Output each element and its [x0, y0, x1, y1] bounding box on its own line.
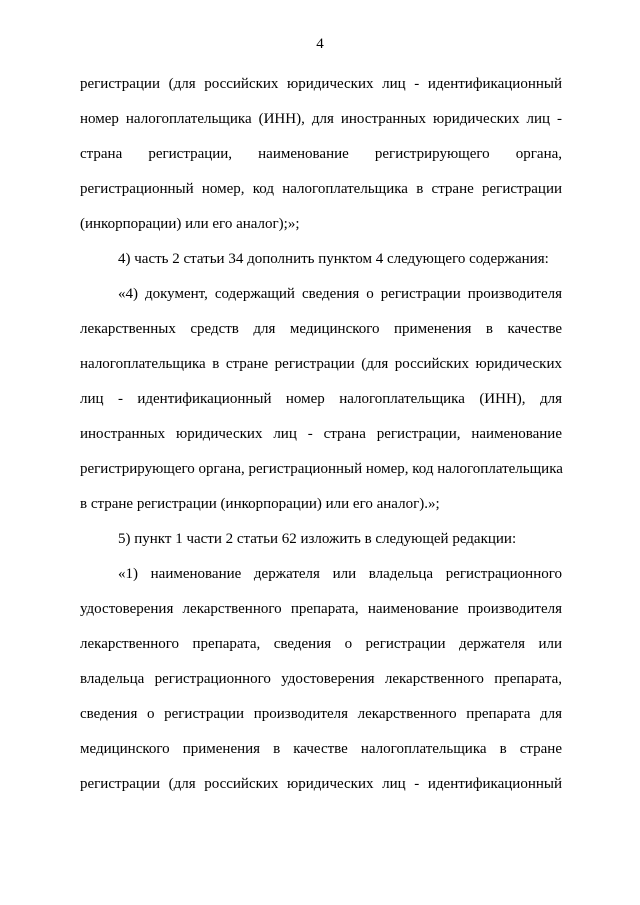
text-line: лекарственного препарата, сведения о регистрации держателя или [80, 636, 562, 652]
text-line: лекарственных средств для медицинского применения в качестве [80, 321, 562, 337]
text-line: медицинского применения в качестве налогоплательщика в стране [80, 741, 562, 757]
text-line: иностранных юридических лиц - страна регистрации, наименование [80, 426, 562, 442]
list-item-4-intro: 4) часть 2 статьи 34 дополнить пунктом 4 следующего содержания: [118, 251, 549, 267]
text-line: удостоверения лекарственного препарата, наименование производителя [80, 601, 562, 617]
text-line: сведения о регистрации производителя лекарственного препарата для [80, 706, 562, 722]
list-item-5-intro: 5) пункт 1 части 2 статьи 62 изложить в следующей редакции: [118, 531, 517, 547]
text-line: регистрационный номер, код налогоплательщика в стране регистрации [80, 181, 562, 197]
text-line: регистрации (для российских юридических лиц - идентификационный [80, 776, 562, 792]
text-line: «1) наименование держателя или владельца регистрационного [118, 566, 562, 582]
page-number: 4 [316, 36, 324, 52]
text-line: номер налогоплательщика (ИНН), для иностранных юридических лиц - [80, 111, 562, 127]
text-line: «4) документ, содержащий сведения о регистрации производителя [118, 286, 562, 302]
text-line: налогоплательщика в стране регистрации (для российских юридических [80, 356, 562, 372]
text-line: (инкорпорации) или его аналог);»; [80, 216, 300, 232]
text-line: владельца регистрационного удостоверения лекарственного препарата, [80, 671, 562, 687]
text-line: лиц - идентификационный номер налогоплательщика (ИНН), для [80, 391, 562, 407]
text-line: регистрирующего органа, регистрационный номер, код налогоплательщика [80, 461, 563, 477]
text-line: страна регистрации, наименование регистрирующего органа, [80, 146, 562, 162]
text-line: в стране регистрации (инкорпорации) или его аналог).»; [80, 496, 440, 512]
text-line: регистрации (для российских юридических лиц - идентификационный [80, 76, 562, 92]
